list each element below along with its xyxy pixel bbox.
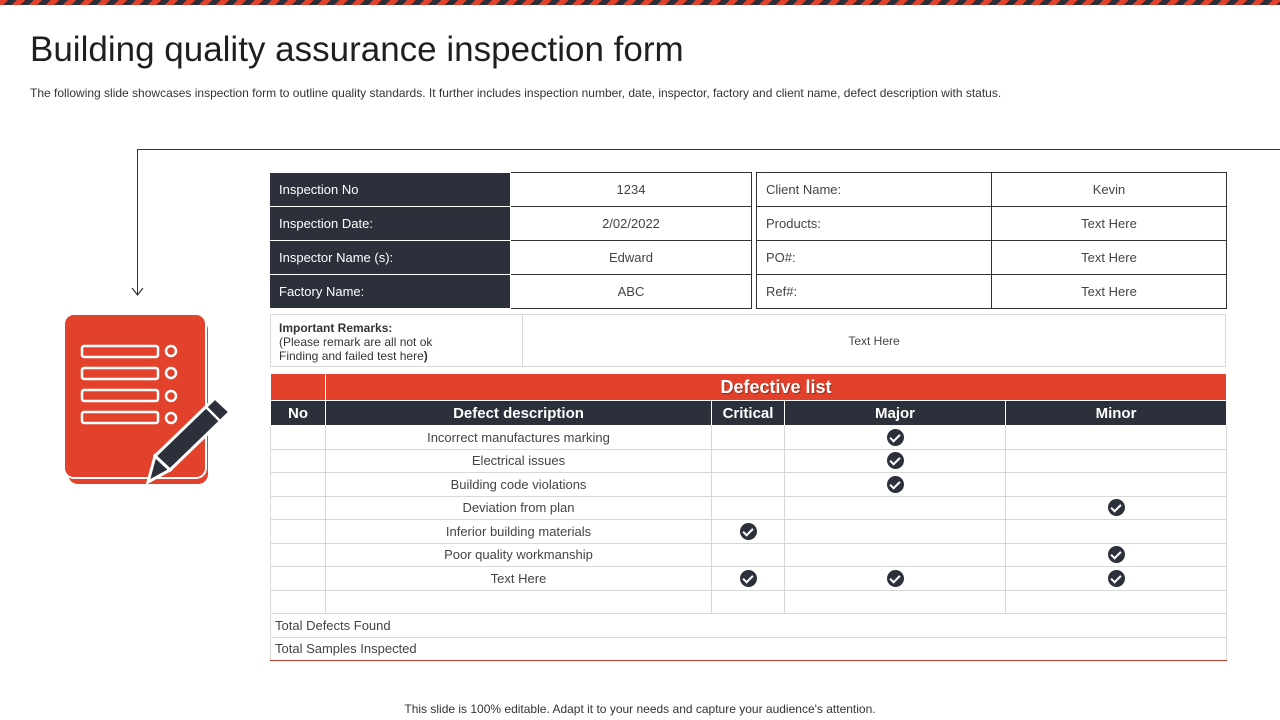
defect-row <box>271 567 1227 591</box>
critical-cell[interactable] <box>712 543 785 567</box>
page-title: Building quality assurance inspection form <box>30 30 684 69</box>
defect-description-cell[interactable]: Incorrect manufactures marking <box>326 426 712 450</box>
major-cell[interactable] <box>785 426 1006 450</box>
info-value[interactable]: 2/02/2022 <box>511 207 752 241</box>
info-value[interactable]: Text Here <box>992 207 1227 241</box>
info-label: Products: <box>757 207 992 241</box>
info-value[interactable]: Edward <box>511 241 752 275</box>
defect-list-title: Defective list <box>326 374 1227 401</box>
defect-list-table <box>270 373 1227 661</box>
info-row <box>271 173 752 207</box>
defect-row <box>271 520 1227 544</box>
info-row <box>757 275 1227 309</box>
info-value[interactable]: 1234 <box>511 173 752 207</box>
column-header-no: No <box>271 401 326 426</box>
defect-description-cell[interactable] <box>326 590 712 614</box>
info-row <box>271 241 752 275</box>
client-info-table <box>756 172 1227 309</box>
column-header-critical: Critical <box>712 401 785 426</box>
page-subtitle: The following slide showcases inspection form to outline quality standards. It further includes inspection number, date, inspector, factory and client name, defect description with status. <box>30 86 1002 100</box>
top-decorative-stripe <box>0 0 1280 5</box>
remarks-value[interactable]: Text Here <box>848 333 900 348</box>
info-label: PO#: <box>757 241 992 275</box>
defect-row <box>271 543 1227 567</box>
info-label: Inspection No <box>271 173 511 207</box>
connector-line-vertical <box>137 149 138 294</box>
defect-no-cell[interactable] <box>271 543 326 567</box>
minor-cell[interactable] <box>1006 543 1227 567</box>
remarks-label-title: Important Remarks: <box>279 321 393 335</box>
minor-cell[interactable] <box>1006 496 1227 520</box>
band-spacer <box>271 374 326 401</box>
defect-description-cell[interactable]: Electrical issues <box>326 449 712 473</box>
minor-cell[interactable] <box>1006 567 1227 591</box>
defect-row <box>271 496 1227 520</box>
defect-row <box>271 473 1227 497</box>
remarks-box <box>270 314 1226 367</box>
remarks-label <box>271 315 523 366</box>
check-circle-icon <box>1108 499 1125 516</box>
major-cell[interactable] <box>785 449 1006 473</box>
check-circle-icon <box>887 570 904 587</box>
defect-column-headers <box>271 401 1227 426</box>
minor-cell[interactable] <box>1006 520 1227 544</box>
total-samples-label: Total Samples Inspected <box>271 637 1227 661</box>
check-circle-icon <box>1108 546 1125 563</box>
defect-rows <box>271 426 1227 614</box>
checklist-document-icon <box>60 312 235 490</box>
defect-description-cell[interactable]: Deviation from plan <box>326 496 712 520</box>
remarks-label-line: Finding and failed test here <box>279 349 424 363</box>
defect-description-cell[interactable]: Poor quality workmanship <box>326 543 712 567</box>
critical-cell[interactable] <box>712 426 785 450</box>
inspection-info-table <box>270 172 752 309</box>
major-cell[interactable] <box>785 590 1006 614</box>
column-header-description: Defect description <box>326 401 712 426</box>
connector-line-horizontal <box>137 149 1280 150</box>
check-circle-icon <box>740 570 757 587</box>
defect-row <box>271 426 1227 450</box>
info-label: Inspection Date: <box>271 207 511 241</box>
check-circle-icon <box>887 452 904 469</box>
critical-cell[interactable] <box>712 567 785 591</box>
info-label: Inspector Name (s): <box>271 241 511 275</box>
info-value[interactable]: ABC <box>511 275 752 309</box>
defect-description-cell[interactable]: Text Here <box>326 567 712 591</box>
info-label: Factory Name: <box>271 275 511 309</box>
defect-no-cell[interactable] <box>271 590 326 614</box>
remarks-label-line: (Please remark are all not ok <box>279 335 433 349</box>
critical-cell[interactable] <box>712 473 785 497</box>
major-cell[interactable] <box>785 543 1006 567</box>
info-row <box>757 173 1227 207</box>
info-row <box>271 207 752 241</box>
defect-no-cell[interactable] <box>271 567 326 591</box>
defect-description-cell[interactable]: Building code violations <box>326 473 712 497</box>
info-row <box>757 207 1227 241</box>
arrow-down-icon <box>131 287 144 297</box>
critical-cell[interactable] <box>712 449 785 473</box>
footer-note: This slide is 100% editable. Adapt it to your needs and capture your audience's attention. <box>404 702 876 716</box>
minor-cell[interactable] <box>1006 449 1227 473</box>
minor-cell[interactable] <box>1006 590 1227 614</box>
info-row <box>271 275 752 309</box>
defect-no-cell[interactable] <box>271 426 326 450</box>
critical-cell[interactable] <box>712 520 785 544</box>
total-defects-row <box>271 614 1227 638</box>
defect-no-cell[interactable] <box>271 473 326 497</box>
total-samples-row <box>271 637 1227 661</box>
critical-cell[interactable] <box>712 496 785 520</box>
major-cell[interactable] <box>785 520 1006 544</box>
remarks-label-close: ) <box>423 349 428 363</box>
defect-no-cell[interactable] <box>271 520 326 544</box>
info-label: Ref#: <box>757 275 992 309</box>
info-value[interactable]: Text Here <box>992 241 1227 275</box>
info-row <box>757 241 1227 275</box>
defect-row <box>271 449 1227 473</box>
info-value[interactable]: Text Here <box>992 275 1227 309</box>
check-circle-icon <box>887 476 904 493</box>
minor-cell[interactable] <box>1006 473 1227 497</box>
critical-cell[interactable] <box>712 590 785 614</box>
defect-list-header-band <box>271 374 1227 401</box>
defect-description-cell[interactable]: Inferior building materials <box>326 520 712 544</box>
column-header-major: Major <box>785 401 1006 426</box>
column-header-minor: Minor <box>1006 401 1227 426</box>
defect-row <box>271 590 1227 614</box>
minor-cell[interactable] <box>1006 426 1227 450</box>
check-circle-icon <box>887 429 904 446</box>
check-circle-icon <box>740 523 757 540</box>
info-value[interactable]: Kevin <box>992 173 1227 207</box>
major-cell[interactable] <box>785 496 1006 520</box>
total-defects-label: Total Defects Found <box>271 614 1227 638</box>
defect-no-cell[interactable] <box>271 496 326 520</box>
check-circle-icon <box>1108 570 1125 587</box>
info-label: Client Name: <box>757 173 992 207</box>
major-cell[interactable] <box>785 567 1006 591</box>
defect-no-cell[interactable] <box>271 449 326 473</box>
major-cell[interactable] <box>785 473 1006 497</box>
